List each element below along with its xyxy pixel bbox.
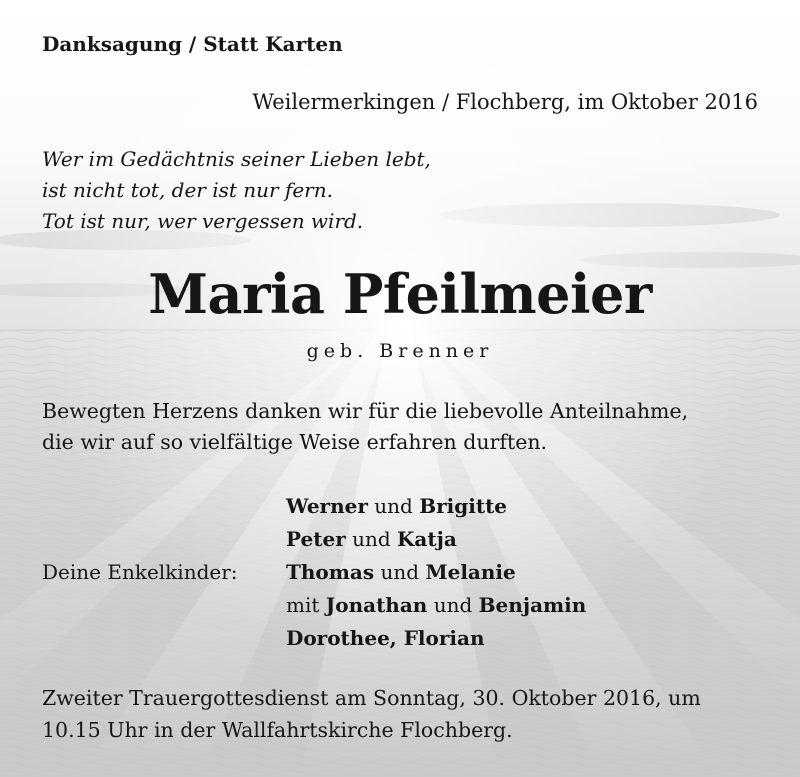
poem-line: ist nicht tot, der ist nur fern. <box>42 178 333 202</box>
header-title: Danksagung / Statt Karten <box>42 32 343 56</box>
family-member: Werner <box>286 494 368 518</box>
conjunction: und <box>374 494 413 518</box>
family-member: Jonathan <box>325 593 428 617</box>
place-date: Weilermerkingen / Flochberg, im Oktober 2016 <box>252 90 758 114</box>
service-line: 10.15 Uhr in der Wallfahrtskirche Flochberg. <box>42 718 513 742</box>
thanks-line: die wir auf so vielfältige Weise erfahren durften. <box>42 430 548 454</box>
family-member: Peter <box>286 527 346 551</box>
poem <box>42 144 431 237</box>
deceased-name: Maria Pfeilmeier <box>148 262 652 326</box>
thanks-text <box>42 396 688 458</box>
family-line <box>286 490 586 523</box>
service-notice <box>42 682 701 746</box>
conjunction: und <box>380 560 420 584</box>
family-member: Katja <box>397 527 457 551</box>
family-list <box>286 490 586 655</box>
family-line <box>286 622 586 655</box>
thanks-line: Bewegten Herzens danken wir für die liebevolle Anteilnahme, <box>42 399 689 423</box>
grandchildren-label: Deine Enkelkinder: <box>42 560 238 584</box>
conjunction: und <box>352 527 391 551</box>
family-member: Thomas <box>286 560 375 584</box>
poem-line: Tot ist nur, wer vergessen wird. <box>42 209 364 233</box>
family-member: Benjamin <box>478 593 587 617</box>
family-member: Brigitte <box>419 494 508 518</box>
family-line <box>286 523 586 556</box>
family-line <box>286 556 586 589</box>
family-member: Dorothee, Florian <box>286 626 485 650</box>
service-line: Zweiter Trauergottesdienst am Sonntag, 30. Oktober 2016, um <box>42 686 701 710</box>
birth-name: geb. Brenner <box>306 340 494 362</box>
preposition: mit <box>286 593 320 617</box>
family-line <box>286 589 586 622</box>
conjunction: und <box>433 593 473 617</box>
poem-line: Wer im Gedächtnis seiner Lieben lebt, <box>42 147 431 171</box>
family-member: Melanie <box>425 560 516 584</box>
